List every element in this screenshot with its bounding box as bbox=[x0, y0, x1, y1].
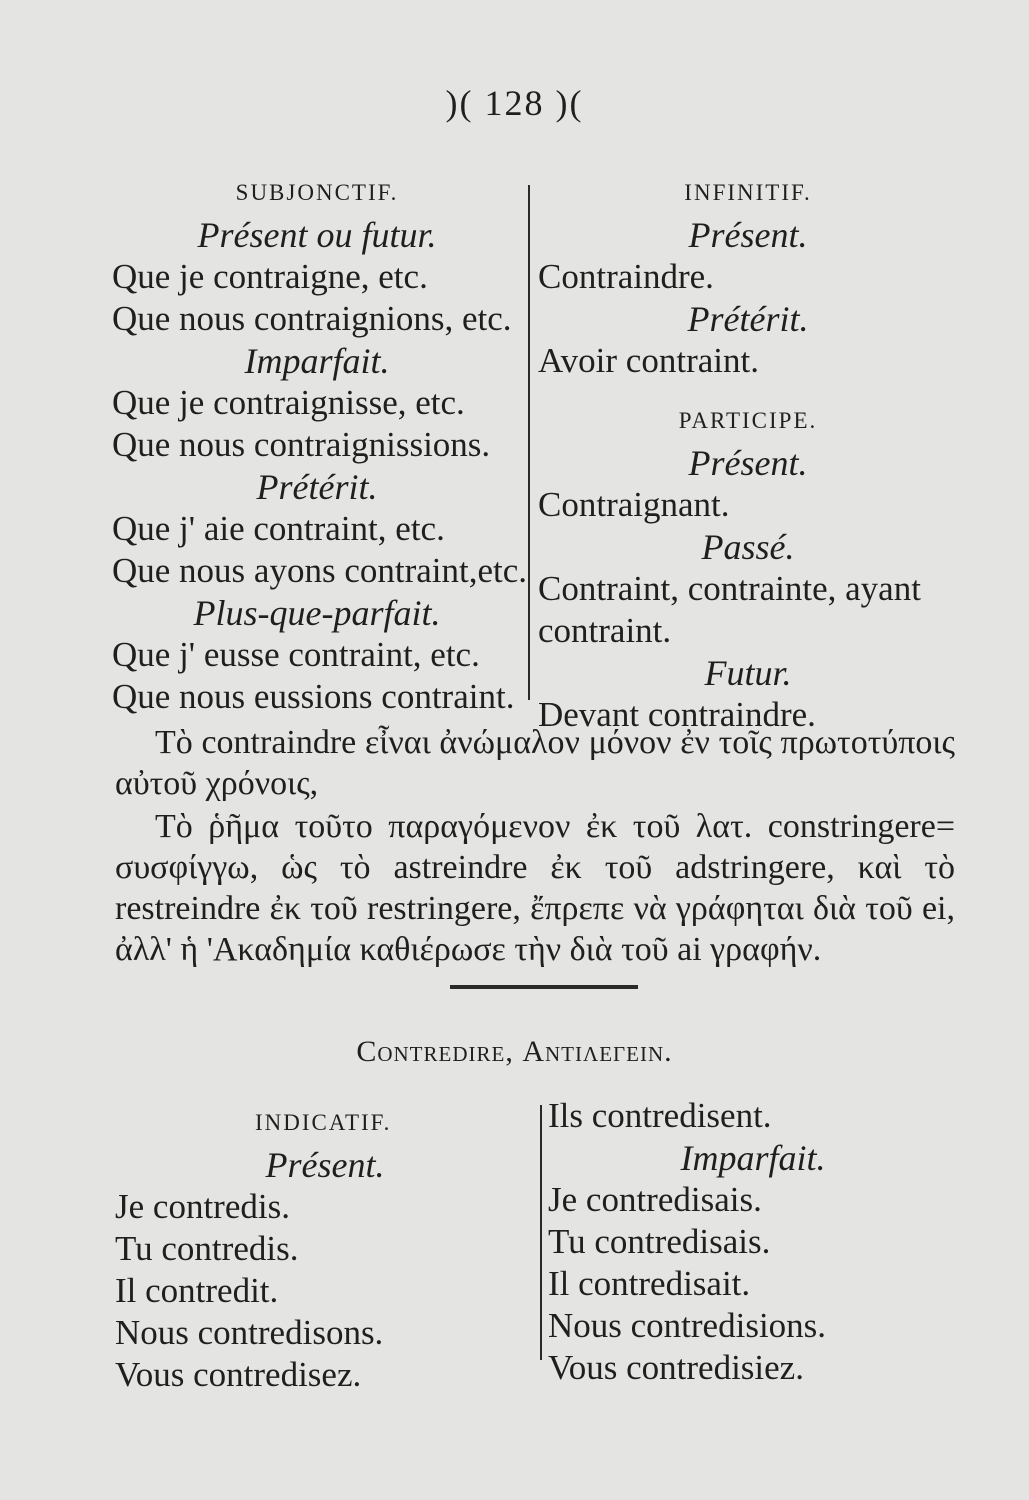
conjugation-line: Que je contraignisse, etc. bbox=[112, 383, 465, 422]
conjugation-line: Ils contredisent. bbox=[548, 1096, 772, 1135]
subjonctif-column bbox=[112, 172, 528, 718]
conjugation-line: Contraindre. bbox=[538, 257, 714, 296]
conjugation-line: Vous contredisez. bbox=[115, 1355, 362, 1394]
tense-heading: Présent. bbox=[265, 1145, 385, 1185]
conjugation-line: Que j' eusse contraint, etc. bbox=[112, 635, 480, 674]
tense-heading: Présent. bbox=[688, 443, 808, 483]
participe-lines bbox=[538, 442, 958, 736]
conjugation-line: Que nous ayons contraint,etc. bbox=[112, 551, 528, 590]
participe-heading: PARTICIPE. bbox=[678, 408, 818, 433]
tense-heading: Présent. bbox=[688, 215, 808, 255]
tense-heading: Présent ou futur. bbox=[197, 215, 437, 255]
conjugation-line: contraint. bbox=[538, 611, 672, 650]
tense-heading: Imparfait. bbox=[244, 341, 390, 381]
conjugation-line: Il contredisait. bbox=[548, 1264, 751, 1303]
conjugation-line: Il contredit. bbox=[115, 1271, 279, 1310]
conjugation-line: Que nous contraignissions. bbox=[112, 425, 491, 464]
section-title: Contredire, Αντιλεγειν. bbox=[356, 1035, 673, 1068]
notes-paragraphs bbox=[115, 722, 955, 972]
tense-heading: Plus-que-parfait. bbox=[193, 593, 441, 633]
tense-heading: Imparfait. bbox=[680, 1138, 826, 1178]
conjugation-line: Que j' aie contraint, etc. bbox=[112, 509, 445, 548]
conjugation-line: Que nous contraignions, etc. bbox=[112, 299, 512, 338]
conjugation-line: Nous contredisions. bbox=[548, 1306, 827, 1345]
indicatif-left-lines bbox=[115, 1144, 535, 1396]
subjonctif-lines bbox=[112, 214, 528, 718]
tense-heading: Prétérit. bbox=[256, 467, 378, 507]
conjugation-line: Nous contredisons. bbox=[115, 1313, 384, 1352]
subjonctif-heading: SUBJONCTIF. bbox=[235, 180, 399, 205]
indicatif-right-lines bbox=[548, 1095, 958, 1389]
participe-column bbox=[538, 400, 958, 736]
note-paragraph-2: Τὸ ῥῆμα τοῦτο παραγόμενον ἐκ τοῦ λατ. constringere= συσφίγγω, ὡς τὸ astreindre ἐκ τοῦ adstringere, καὶ τὸ restreindre ἐκ τοῦ restringere, ἔπρεπε νὰ γράφηται διὰ τοῦ ei, ἀλλ' ἡ 'Ακαδημία καθιέρωσε τὴν διὰ τοῦ ai γραφήν. bbox=[115, 808, 955, 968]
conjugation-line: Avoir contraint. bbox=[538, 341, 759, 380]
upper-column-divider bbox=[528, 185, 530, 700]
conjugation-line: Que je contraigne, etc. bbox=[112, 257, 428, 296]
conjugation-line: Tu contredisais. bbox=[548, 1222, 771, 1261]
infinitif-lines bbox=[538, 214, 958, 382]
conjugation-line: Contraignant. bbox=[538, 485, 730, 524]
infinitif-heading: INFINITIF. bbox=[684, 180, 812, 205]
indicatif-left-column bbox=[115, 1102, 535, 1396]
infinitif-column bbox=[538, 172, 958, 382]
conjugation-line: Je contredis. bbox=[115, 1187, 290, 1226]
conjugation-line: Contraint, contrainte, ayant bbox=[538, 569, 921, 608]
page-number: )( 128 )( bbox=[445, 83, 584, 123]
conjugation-line: Devant contraindre. bbox=[538, 695, 816, 734]
tense-heading: Futur. bbox=[704, 653, 792, 693]
conjugation-line: Vous contredisiez. bbox=[548, 1348, 804, 1387]
conjugation-line: Je contredisais. bbox=[548, 1180, 762, 1219]
tense-heading: Passé. bbox=[701, 527, 795, 567]
indicatif-right-column bbox=[548, 1095, 958, 1389]
conjugation-line: Que nous eussions contraint. bbox=[112, 677, 515, 716]
indicatif-heading: INDICATIF. bbox=[255, 1110, 392, 1135]
tense-heading: Prétérit. bbox=[687, 299, 809, 339]
section-divider bbox=[450, 985, 638, 989]
conjugation-line: Tu contredis. bbox=[115, 1229, 299, 1268]
note-paragraph-1: Τὸ contraindre εἶναι ἀνώμαλον μόνον ἐν τοῖς πρωτοτύποις αὐτοῦ χρόνοις, bbox=[115, 724, 955, 802]
lower-column-divider bbox=[540, 1105, 542, 1360]
